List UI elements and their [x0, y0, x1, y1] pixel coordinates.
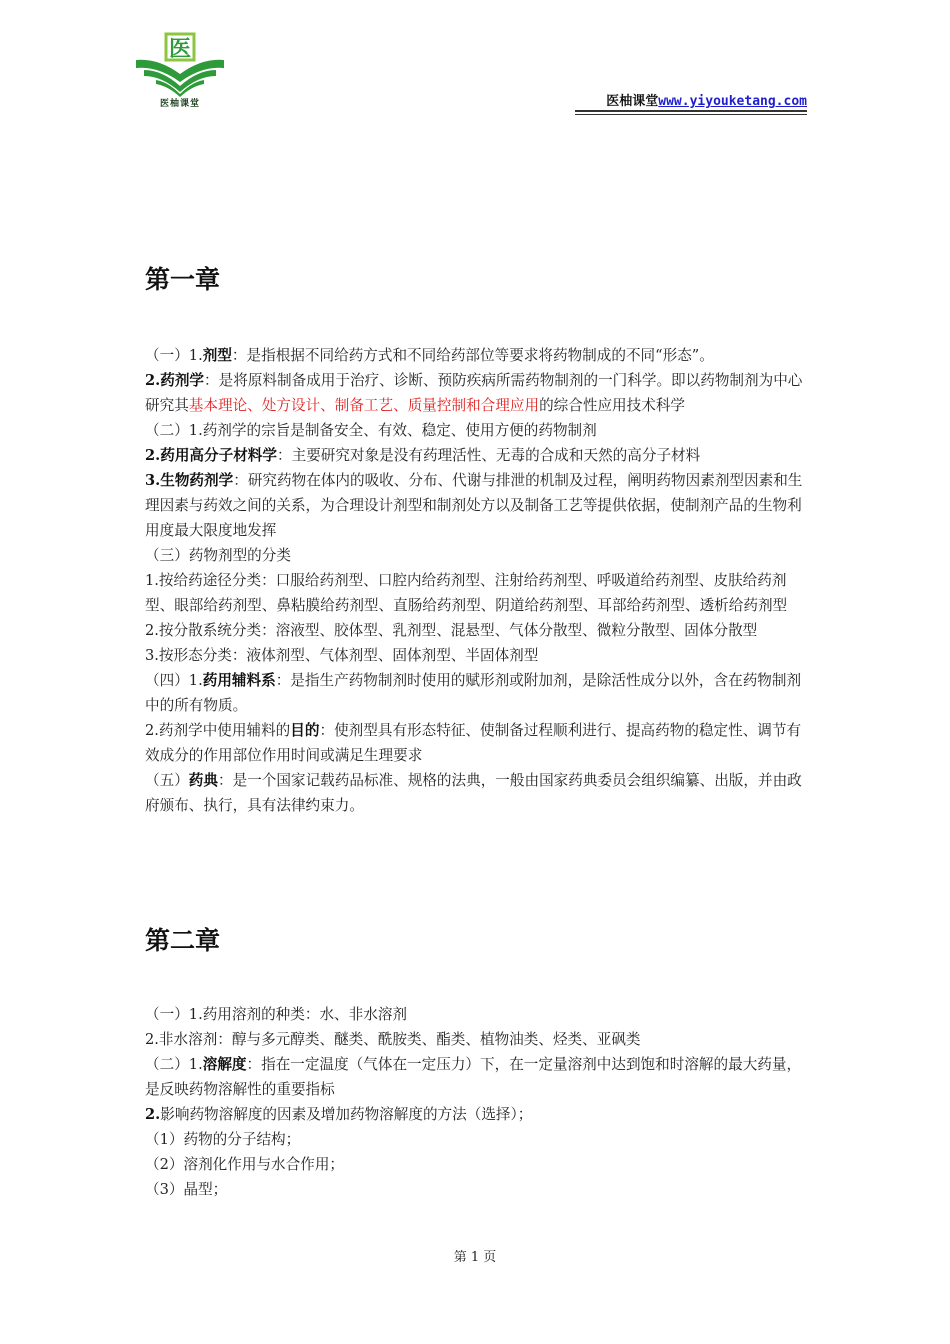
chapter2-body — [145, 1002, 811, 1202]
paragraph: （二）1.溶解度：指在一定温度（气体在一定压力）下，在一定量溶剂中达到饱和时溶解的最大药量，是反映药物溶解性的重要指标 — [145, 1056, 802, 1098]
paragraph: 2.按分散系统分类：溶液型、胶体型、乳剂型、混悬型、气体分散型、微粒分散型、固体分散型 — [145, 622, 758, 639]
paragraph: （1）药物的分子结构； — [145, 1131, 301, 1148]
paragraph: 2.药剂学中使用辅料的目的：使剂型具有形态特征、使制备过程顺利进行、提高药物的稳定性、调节有效成分的作用部位作用时间或满足生理要求 — [145, 722, 802, 764]
paragraph: （2）溶剂化作用与水合作用； — [145, 1156, 345, 1173]
header-rule — [575, 110, 807, 112]
term-polymer: 2.药用高分子材料学 — [145, 447, 277, 464]
paragraph: （四）1.药用辅料系：是指生产药物制剂时使用的赋形剂或附加剂，是除活性成分以外，含在药物制剂中的所有物质。 — [145, 672, 802, 714]
paragraph: （一）1.药用溶剂的种类：水、非水溶剂 — [145, 1006, 408, 1023]
paragraph: （五）药典：是一个国家记载药品标准、规格的法典，一般由国家药典委员会组织编纂、出版，并由政府颁布、执行，具有法律约束力。 — [145, 772, 802, 814]
term-pharmaceutics: 2.药剂学 — [145, 372, 205, 389]
chapter2-title: 第二章 — [145, 926, 221, 955]
site-url-link[interactable]: www.yiyouketang.com — [658, 94, 807, 109]
page-number: 第 1 页 — [453, 1250, 497, 1265]
paragraph: 2.药剂学：是将原料制备成用于治疗、诊断、预防疾病所需药物制剂的一门科学。即以药物制剂为中心研究其基本理论、处方设计、制备工艺、质量控制和合理应用的综合性应用技术科学 — [145, 372, 803, 414]
paragraph: 3.生物药剂学：研究药物在体内的吸收、分布、代谢与排泄的机制及过程，阐明药物因素剂型因素和生理因素与药效之间的关系，为合理设计剂型和制剂处方以及制备工艺等提供依据，使制剂产品的生物利用度最大限度地发挥 — [145, 472, 803, 539]
site-header — [606, 90, 807, 109]
paragraph: （3）晶型； — [145, 1181, 228, 1198]
logo — [132, 30, 228, 114]
term-purpose: 目的 — [290, 722, 320, 739]
term-biopharmaceutics: 3.生物药剂学 — [145, 472, 234, 489]
term-solubility: 溶解度 — [202, 1056, 247, 1073]
logo-book-icon — [132, 30, 228, 98]
paragraph: （一）1.剂型：是指根据不同给药方式和不同给药部位等要求将药物制成的不同“形态”。 — [145, 347, 714, 364]
paragraph: 2.影响药物溶解度的因素及增加药物溶解度的方法（选择）； — [145, 1106, 533, 1123]
paragraph: 2.药用高分子材料学：主要研究对象是没有药理活性、无毒的合成和天然的高分子材料 — [145, 447, 701, 464]
paragraph: 2.非水溶剂：醇与多元醇类、醚类、酰胺类、酯类、植物油类、烃类、亚砜类 — [145, 1031, 641, 1048]
highlight-text: 基本理论、处方设计、制备工艺、质量控制和合理应用 — [188, 397, 540, 414]
chapter1-title: 第一章 — [145, 265, 221, 294]
term-dosage-form: 剂型 — [202, 347, 232, 364]
site-name: 医柚课堂 — [606, 94, 659, 109]
paragraph: 1.按给药途径分类：口服给药剂型、口腔内给药剂型、注射给药剂型、呼吸道给药剂型、皮肤给药剂型、眼部给药剂型、鼻粘膜给药剂型、直肠给药剂型、阴道给药剂型、耳部给药剂型、透析给药剂型 — [145, 572, 788, 614]
chapter1-body — [145, 343, 811, 818]
term-pharmacopoeia: 药典 — [188, 772, 218, 789]
paragraph: 3.按形态分类：液体剂型、气体剂型、固体剂型、半固体剂型 — [145, 647, 539, 664]
header-rule-thin — [575, 114, 807, 115]
paragraph: （二）1.药剂学的宗旨是制备安全、有效、稳定、使用方便的药物制剂 — [145, 422, 597, 439]
term-excipient: 药用辅料系 — [202, 672, 276, 689]
paragraph: （三）药物剂型的分类 — [145, 547, 291, 564]
logo-text: 医柚课堂 — [159, 99, 200, 109]
logo-char: 医 — [168, 37, 192, 62]
